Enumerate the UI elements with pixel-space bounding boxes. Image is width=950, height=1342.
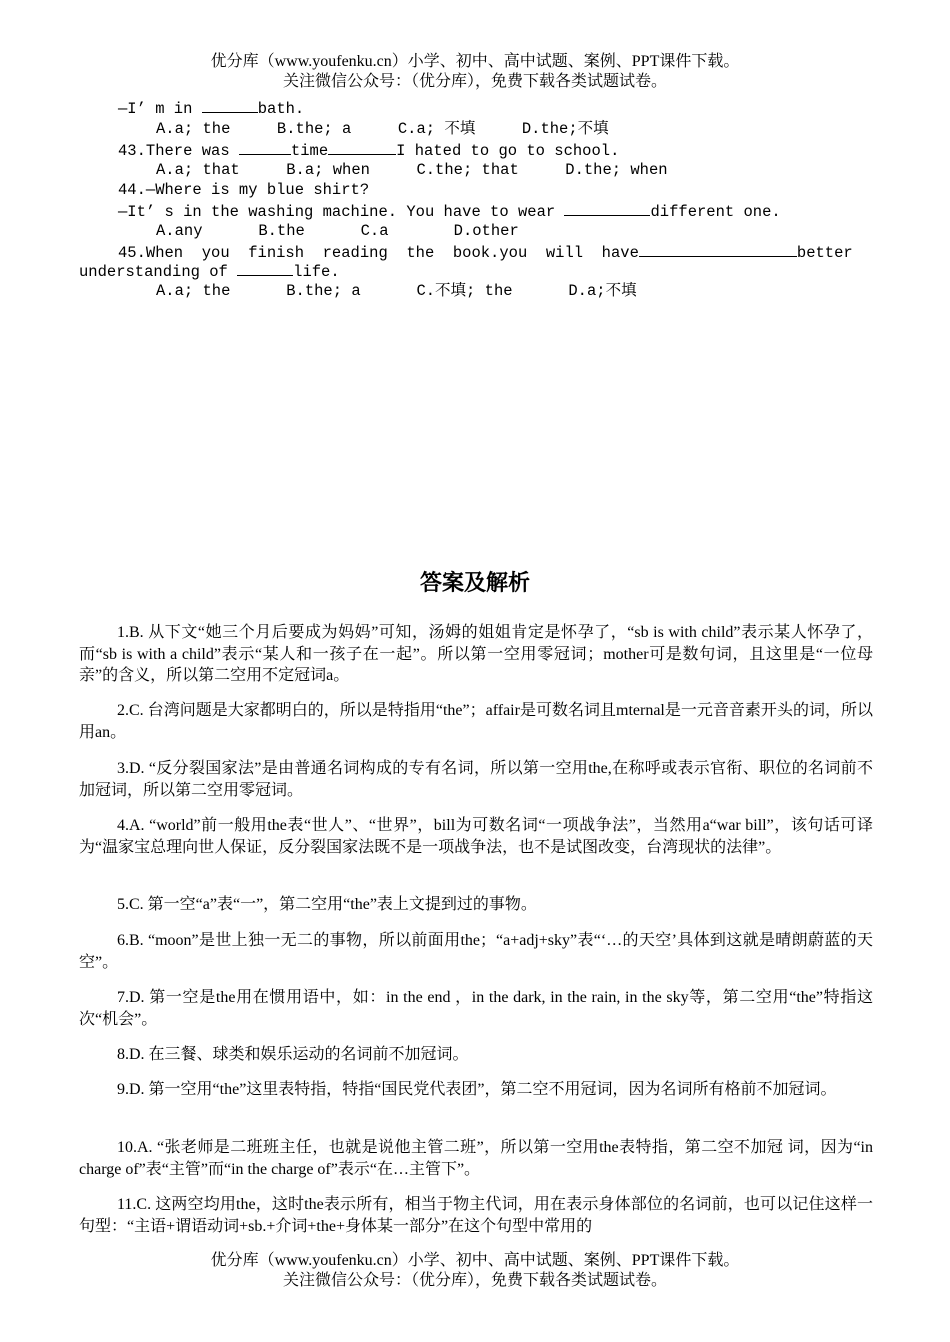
- answer-blank: [564, 201, 650, 216]
- question-45-line-2: [79, 261, 340, 282]
- q42-text: —I’ m in: [118, 100, 202, 118]
- answer-10: 10.A. “张老师是二班班主任，也就是说他主管二班”，所以第一空用the表特指，第二空不加冠 词，因为“in charge of”表“主管”而“in the charge of”表示“在…主管下”。: [79, 1139, 873, 1178]
- answer-11: 11.C. 这两空均用the，这时the表示所有，相当于物主代词，用在表示身体部位的名词前，也可以记住这样一句型：“主语+谓语动词+sb.+介词+the+身体某一部分”在这个句型中常用的: [79, 1196, 873, 1235]
- q45-text-2-end: life.: [293, 263, 340, 281]
- question-42-reply: [118, 98, 304, 119]
- answers-title: 答案及解析: [419, 571, 530, 596]
- question-44-options: A.any B.the C.a D.other: [156, 222, 519, 240]
- answer-5: 5.C. 第一空“a”表“一”，第二空用“the”表上文提到过的事物。: [117, 896, 537, 913]
- header-line-2: 关注微信公众号：（优分库），免费下载各类试题试卷。: [282, 73, 667, 90]
- question-44-line-2: [118, 201, 781, 222]
- answer-9: 9.D. 第一空用“the”这里表特指，特指“国民党代表团”，第二空不用冠词，因为名词所有格前不加冠词。: [117, 1081, 837, 1098]
- answer-4: 4.A. “world”前一般用the表“世人”、“世界”，bill为可数名词“一项战争法”，当然用a“war bill”，该句话可译为“温家宝总理向世人保证，反分裂国家法既不是一项战争法，也不是试图改变，台湾现状的法律”。: [79, 817, 873, 856]
- question-43: [118, 140, 619, 161]
- answer-2: 2.C. 台湾问题是大家都明白的，所以是特指用“the”；affair是可数名词且mternal是一元音音素开头的词，所以用an。: [79, 702, 873, 741]
- q43-text-a: 43.There was: [118, 142, 239, 160]
- q43-text-b: time: [290, 142, 329, 160]
- q45-text-2: understanding of: [79, 263, 238, 281]
- footer-line-2: 关注微信公众号：（优分库），免费下载各类试题试卷。: [282, 1272, 667, 1289]
- answer-blank: [202, 98, 258, 113]
- answer-8: 8.D. 在三餐、球类和娱乐运动的名词前不加冠词。: [117, 1046, 469, 1063]
- question-43-options: A.a; that B.a; when C.the; that D.the; when: [156, 161, 668, 179]
- answer-3: 3.D. “反分裂国家法”是由普通名词构成的专有名词，所以第一空用the,在称呼或表示官衔、职位的名词前不加冠词，所以第二空用零冠词。: [79, 760, 873, 799]
- q45-text-end: better: [796, 244, 853, 262]
- q43-text-c: I hated to go to school.: [396, 142, 620, 160]
- question-45-line-1: [118, 242, 853, 263]
- answer-blank: [239, 140, 291, 155]
- header-line-1: 优分库（www.youfenku.cn）小学、初中、高中试题、案例、PPT课件下载。: [210, 53, 740, 70]
- answer-7: 7.D. 第一空是the用在惯用语中，如：in the end ，in the dark, in the rain, in the sky等，第二空用“the”特指这次“机会”。: [79, 989, 873, 1028]
- answer-blank: [237, 261, 293, 276]
- footer-line-1: 优分库（www.youfenku.cn）小学、初中、高中试题、案例、PPT课件下载。: [210, 1252, 740, 1269]
- q44-text: —It’ s in the washing machine. You have to wear: [118, 203, 565, 221]
- answer-blank: [639, 242, 797, 257]
- q42-text-end: bath.: [257, 100, 305, 118]
- q45-text: 45.When you finish reading the book.you will have: [118, 244, 639, 262]
- answer-1: 1.B. 从下文“她三个月后要成为妈妈”可知，汤姆的姐姐肯定是怀孕了，“sb is with child”表示某人怀孕了，而“sb is with a child”表示“某人和一孩子在一起”。所以第一空用零冠词；mother可是数句词，且这里是“一位母亲”的含义，所以第二空用不定冠词a。: [79, 624, 873, 684]
- question-42-options: A.a; the B.the; a C.a; 不填 D.the;不填: [156, 120, 609, 138]
- q44-text-end: different one.: [650, 203, 781, 221]
- answer-6: 6.B. “moon”是世上独一无二的事物，所以前面用the；“a+adj+sky”表“‘…的天空’具体到这就是晴朗蔚蓝的天空”。: [79, 932, 873, 971]
- question-45-options: A.a; the B.the; a C.不填; the D.a;不填: [156, 282, 637, 300]
- answer-blank: [328, 140, 396, 155]
- question-44-line-1: 44.—Where is my blue shirt?: [118, 181, 370, 199]
